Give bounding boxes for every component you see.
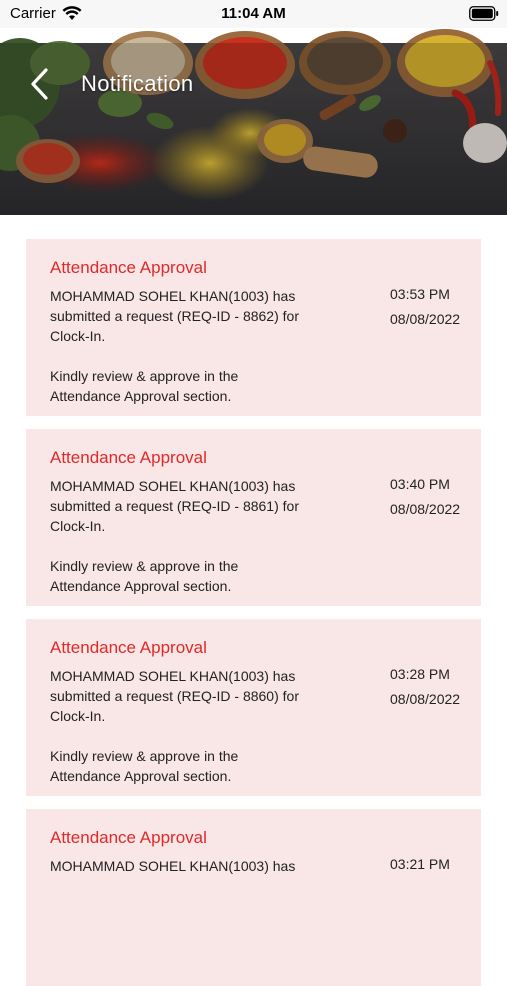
notification-list[interactable] — [0, 215, 507, 874]
notification-date: 08/08/2022 — [390, 691, 461, 707]
message-line: MOHAMMAD SOHEL KHAN(1003) has — [50, 668, 296, 684]
notification-date: 08/08/2022 — [390, 311, 461, 327]
notification-card[interactable] — [26, 429, 481, 606]
notification-message — [50, 856, 340, 896]
status-bar — [0, 0, 507, 28]
message-line: MOHAMMAD SOHEL KHAN(1003) has — [50, 288, 296, 304]
message-line: Clock-In. — [50, 518, 106, 534]
message-line: submitted a request (REQ-ID - 8861) for — [50, 498, 299, 514]
battery-icon — [469, 6, 499, 21]
notification-title: Attendance Approval — [50, 638, 207, 657]
notification-message — [50, 666, 340, 786]
message-line: MOHAMMAD SOHEL KHAN(1003) has — [50, 858, 296, 874]
clock-time: 11:04 AM — [221, 5, 286, 22]
message-line: submitted a request (REQ-ID - 8862) for — [50, 308, 299, 324]
message-line: Attendance Approval section. — [50, 388, 232, 404]
message-line: Attendance Approval section. — [50, 578, 232, 594]
message-line: Kindly review & approve in the — [50, 558, 239, 574]
notification-card[interactable] — [26, 239, 481, 416]
chevron-left-icon — [24, 65, 64, 105]
header-banner — [0, 43, 507, 215]
notification-message — [50, 286, 340, 406]
message-line: Kindly review & approve in the — [50, 368, 239, 384]
notification-message — [50, 476, 340, 596]
notification-time: 03:53 PM — [390, 286, 450, 302]
message-line: Kindly review & approve in the — [50, 748, 239, 764]
notification-card[interactable] — [26, 619, 481, 796]
notification-time: 03:28 PM — [390, 666, 450, 682]
notification-time: 03:21 PM — [390, 856, 450, 872]
message-line: Attendance Approval section. — [50, 768, 232, 784]
carrier-label: Carrier — [10, 5, 56, 22]
message-line: submitted a request (REQ-ID - 8860) for — [50, 688, 299, 704]
notification-date: 08/08/2022 — [390, 501, 461, 517]
message-line: MOHAMMAD SOHEL KHAN(1003) has — [50, 478, 296, 494]
message-line: Clock-In. — [50, 328, 106, 344]
message-line: Clock-In. — [50, 708, 106, 724]
page-title: Notification — [81, 71, 194, 96]
notification-title: Attendance Approval — [50, 448, 207, 467]
spices-background-image — [0, 43, 507, 215]
notification-title: Attendance Approval — [50, 258, 207, 277]
notification-time: 03:40 PM — [390, 476, 450, 492]
notification-title: Attendance Approval — [50, 828, 207, 847]
notification-card[interactable] — [26, 809, 481, 986]
back-button[interactable] — [24, 65, 64, 105]
